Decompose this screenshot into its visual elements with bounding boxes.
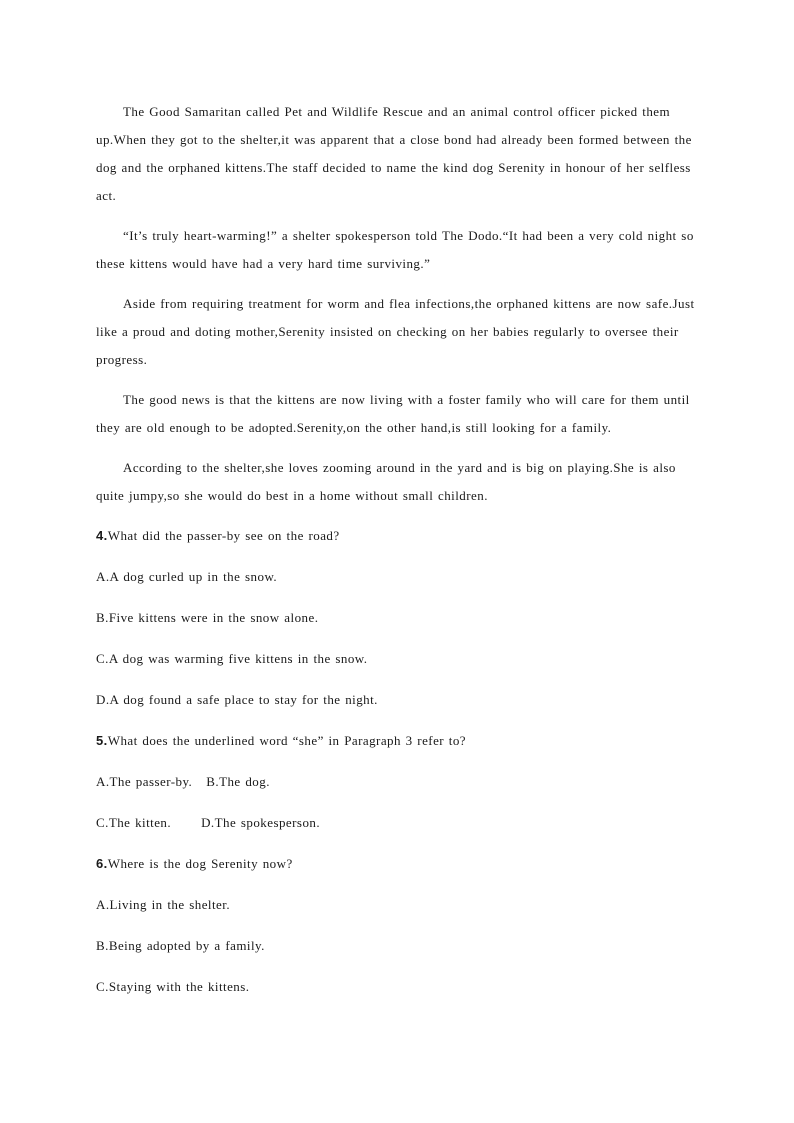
option-c: C.The kitten. [96,815,172,830]
question-text: What did the passer-by see on the road? [107,528,340,543]
options-row-ab [96,768,702,796]
option-c: C.A dog was warming five kittens in the snow. [96,651,368,666]
passage-paragraph-2: “It’s truly heart-warming!” a shelter spokesperson told The Dodo.“It had been a very cold night so these kittens would have had a very hard time surviving.” [96,228,694,271]
question-4 [96,522,702,714]
option-a: A.The passer-by. [96,774,193,789]
option-d: D.The spokesperson. [201,815,321,830]
options-row-cd [96,809,702,837]
option-b: B.Being adopted by a family. [96,938,265,953]
question-number: 4. [96,528,108,543]
option-c: C.Staying with the kittens. [96,979,250,994]
question-stem [96,727,702,755]
question-stem [96,522,702,550]
question-number: 5. [96,733,108,748]
question-number: 6. [96,856,108,871]
passage-paragraph-5: According to the shelter,she loves zooming around in the yard and is big on playing.She is also quite jumpy,so she would do best in a home without small children. [96,460,676,503]
question-5 [96,727,702,837]
option-b: B.Five kittens were in the snow alone. [96,610,319,625]
option-a: A.Living in the shelter. [96,897,231,912]
question-6 [96,850,702,1001]
passage-paragraph-3: Aside from requiring treatment for worm and flea infections,the orphaned kittens are now safe.Just like a proud and doting mother,Serenity insisted on checking on her babies regularly to oversee their progress. [96,296,695,367]
question-text: Where is the dog Serenity now? [107,856,293,871]
passage-paragraph-1: The Good Samaritan called Pet and Wildlife Rescue and an animal control officer picked them up.When they got to the shelter,it was apparent that a close bond had already been formed between the dog and the orphaned kittens.The staff decided to name the kind dog Serenity in honour of her selfless act. [96,104,692,203]
passage-paragraph-4: The good news is that the kittens are now living with a foster family who will care for them until they are old enough to be adopted.Serenity,on the other hand,is still looking for a family. [96,392,690,435]
option-d: D.A dog found a safe place to stay for the night. [96,692,378,707]
option-b: B.The dog. [206,774,270,789]
question-text: What does the underlined word “she” in Paragraph 3 refer to? [107,733,467,748]
option-a: A.A dog curled up in the snow. [96,569,278,584]
question-stem [96,850,702,878]
